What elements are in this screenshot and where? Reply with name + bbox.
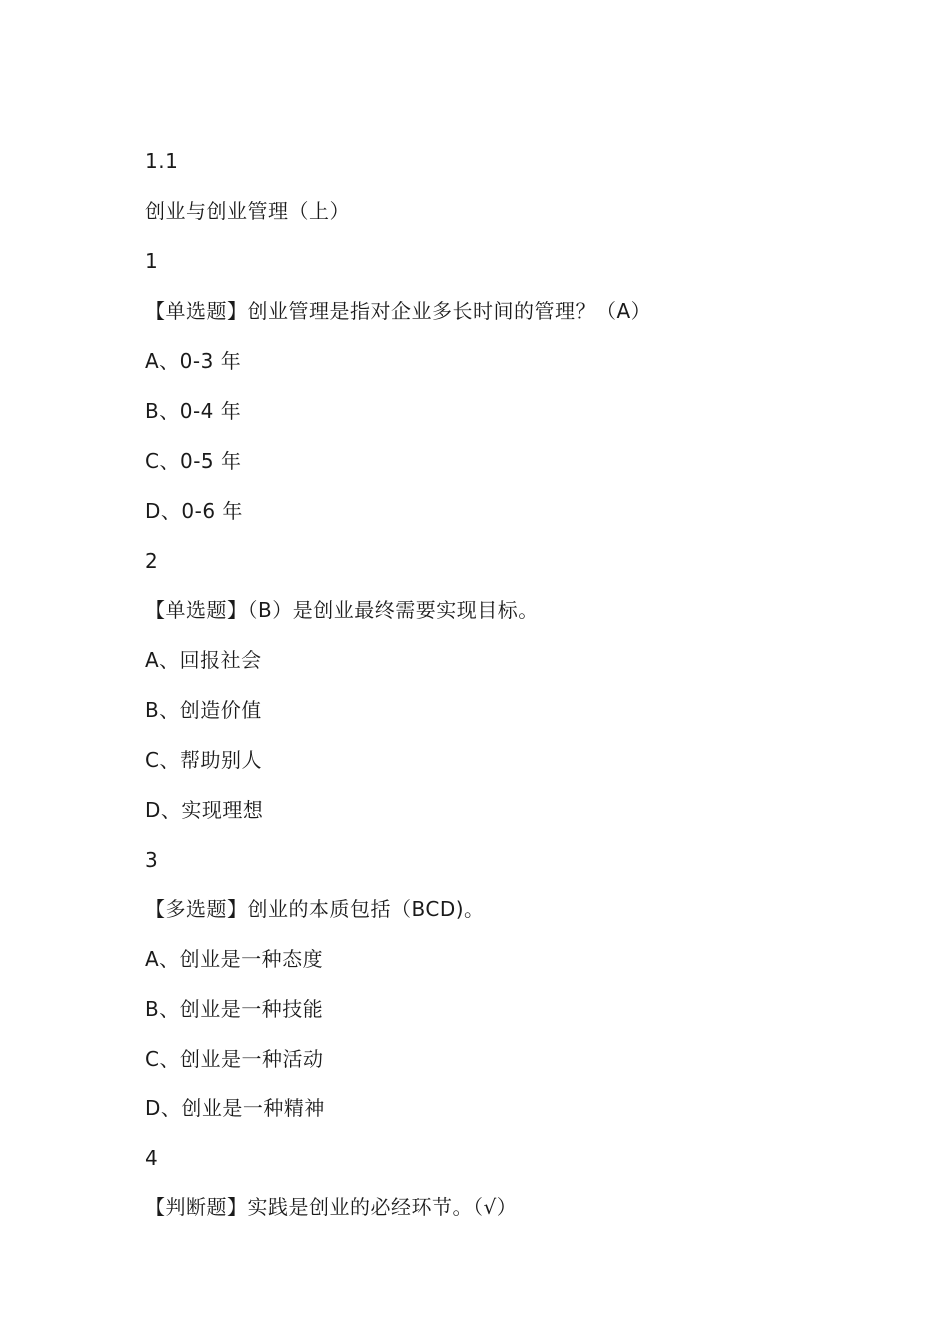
question-3-option-b: B、创业是一种技能 [145, 997, 324, 1021]
question-3-option-a: A、创业是一种态度 [145, 947, 324, 971]
question-4-number: 4 [145, 1146, 159, 1170]
question-3-option-c: C、创业是一种活动 [145, 1047, 324, 1071]
question-1-option-a: A、0-3 年 [145, 349, 242, 373]
question-1-option-c: C、0-5 年 [145, 449, 242, 473]
question-1-text: 【单选题】创业管理是指对企业多长时间的管理？（A） [145, 299, 652, 323]
section-number: 1.1 [145, 149, 179, 173]
question-2-option-b: B、创造价值 [145, 698, 262, 722]
question-2-text: 【单选题】（B）是创业最终需要实现目标。 [145, 598, 539, 622]
question-3-text: 【多选题】创业的本质包括（BCD)。 [145, 897, 485, 921]
question-4-text: 【判断题】实践是创业的必经环节。（√） [145, 1195, 518, 1219]
question-3-number: 3 [145, 848, 159, 872]
question-2-option-c: C、帮助别人 [145, 748, 262, 772]
question-1-number: 1 [145, 249, 159, 273]
question-1-option-b: B、0-4 年 [145, 399, 242, 423]
question-2-option-a: A、回报社会 [145, 648, 262, 672]
section-title: 创业与创业管理（上） [145, 199, 350, 223]
question-2-option-d: D、实现理想 [145, 798, 264, 822]
question-2-number: 2 [145, 549, 159, 573]
question-3-option-d: D、创业是一种精神 [145, 1096, 325, 1120]
question-1-option-d: D、0-6 年 [145, 499, 243, 523]
